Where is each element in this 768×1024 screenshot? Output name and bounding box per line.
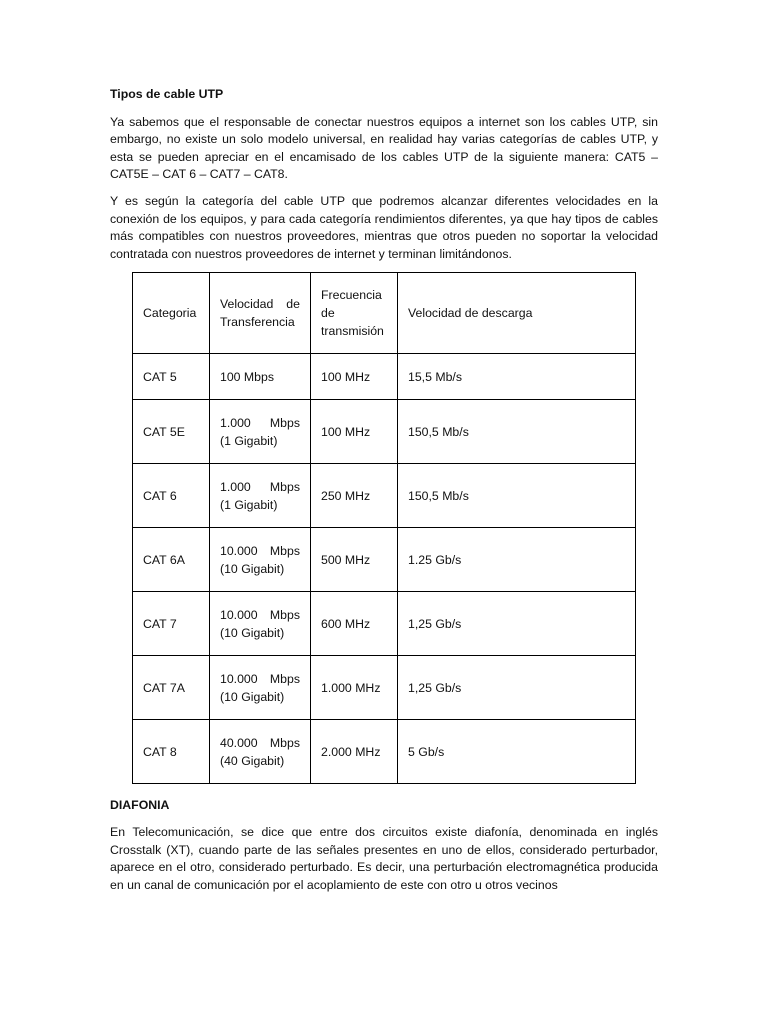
table-row [133, 656, 636, 720]
header-velocidad-descarga: Velocidad de descarga [398, 273, 636, 354]
document-page [110, 86, 658, 903]
cell-frecuencia: 250 MHz [311, 464, 398, 528]
cell-categoria: CAT 7A [133, 656, 210, 720]
cell-descarga: 150,5 Mb/s [398, 464, 636, 528]
table-row [133, 464, 636, 528]
cell-frecuencia: 500 MHz [311, 528, 398, 592]
cell-frecuencia: 600 MHz [311, 592, 398, 656]
page-title: Tipos de cable UTP [110, 87, 224, 101]
cell-descarga: 1,25 Gb/s [398, 592, 636, 656]
cell-categoria: CAT 8 [133, 720, 210, 784]
table-row [133, 528, 636, 592]
table-header-row [133, 273, 636, 354]
diafonia-paragraph: En Telecomunicación, se dice que entre dos circuitos existe diafonía, denominada en inglés Crosstalk (XT), cuando parte de las señales presentes en uno de ellos, considerado perturbador, aparece en el otro, considerado perturbado. Es decir, una perturbación electromagnética producida en un canal de comunicación por el acoplamiento de este con otro u otros vecinos [110, 824, 658, 892]
cell-descarga: 150,5 Mb/s [398, 400, 636, 464]
table-row [133, 720, 636, 784]
cell-categoria: CAT 6A [133, 528, 210, 592]
table-row [133, 592, 636, 656]
cell-descarga: 1.25 Gb/s [398, 528, 636, 592]
cell-descarga: 5 Gb/s [398, 720, 636, 784]
category-paragraph: Y es según la categoría del cable UTP que podremos alcanzar diferentes velocidades en la conexión de los equipos, y para cada categoría rendimientos diferentes, ya que hay tipos de cables más compatibles con nuestros proveedores, mientras que otros pueden no soportar la velocidad contratada con nuestros proveedores de internet y terminan limitándonos. [110, 193, 658, 261]
cell-velocidad: 10.000 Mbps (10 Gigabit) [210, 656, 311, 720]
table-row [133, 400, 636, 464]
table-row [133, 354, 636, 400]
cell-velocidad: 10.000 Mbps (10 Gigabit) [210, 528, 311, 592]
utp-categories-table [132, 272, 636, 784]
cell-velocidad: 10.000 Mbps (10 Gigabit) [210, 592, 311, 656]
cell-velocidad: 40.000 Mbps (40 Gigabit) [210, 720, 311, 784]
utp-table-wrapper [132, 272, 658, 784]
header-frecuencia: Frecuencia de transmisión [311, 273, 398, 354]
cell-categoria: CAT 5E [133, 400, 210, 464]
section-title-diafonia: DIAFONIA [110, 798, 170, 813]
cell-descarga: 1,25 Gb/s [398, 656, 636, 720]
cell-categoria: CAT 7 [133, 592, 210, 656]
intro-paragraph: Ya sabemos que el responsable de conectar nuestros equipos a internet son los cables UTP, sin embargo, no existe un solo modelo universal, en realidad hay varias categorías de cables UTP, y esta se pueden apreciar en el encamisado de los cables UTP de la siguiente manera: CAT5 – CAT5E – CAT 6 – CAT7 – CAT8. [110, 114, 658, 182]
cell-categoria: CAT 5 [133, 354, 210, 400]
cell-velocidad: 100 Mbps [210, 354, 311, 400]
cell-velocidad: 1.000 Mbps (1 Gigabit) [210, 464, 311, 528]
cell-frecuencia: 1.000 MHz [311, 656, 398, 720]
cell-descarga: 15,5 Mb/s [398, 354, 636, 400]
header-velocidad-transferencia: Velocidad de Transferencia [210, 273, 311, 354]
cell-frecuencia: 2.000 MHz [311, 720, 398, 784]
header-categoria: Categoria [133, 273, 210, 354]
cell-categoria: CAT 6 [133, 464, 210, 528]
cell-frecuencia: 100 MHz [311, 400, 398, 464]
cell-velocidad: 1.000 Mbps (1 Gigabit) [210, 400, 311, 464]
cell-frecuencia: 100 MHz [311, 354, 398, 400]
